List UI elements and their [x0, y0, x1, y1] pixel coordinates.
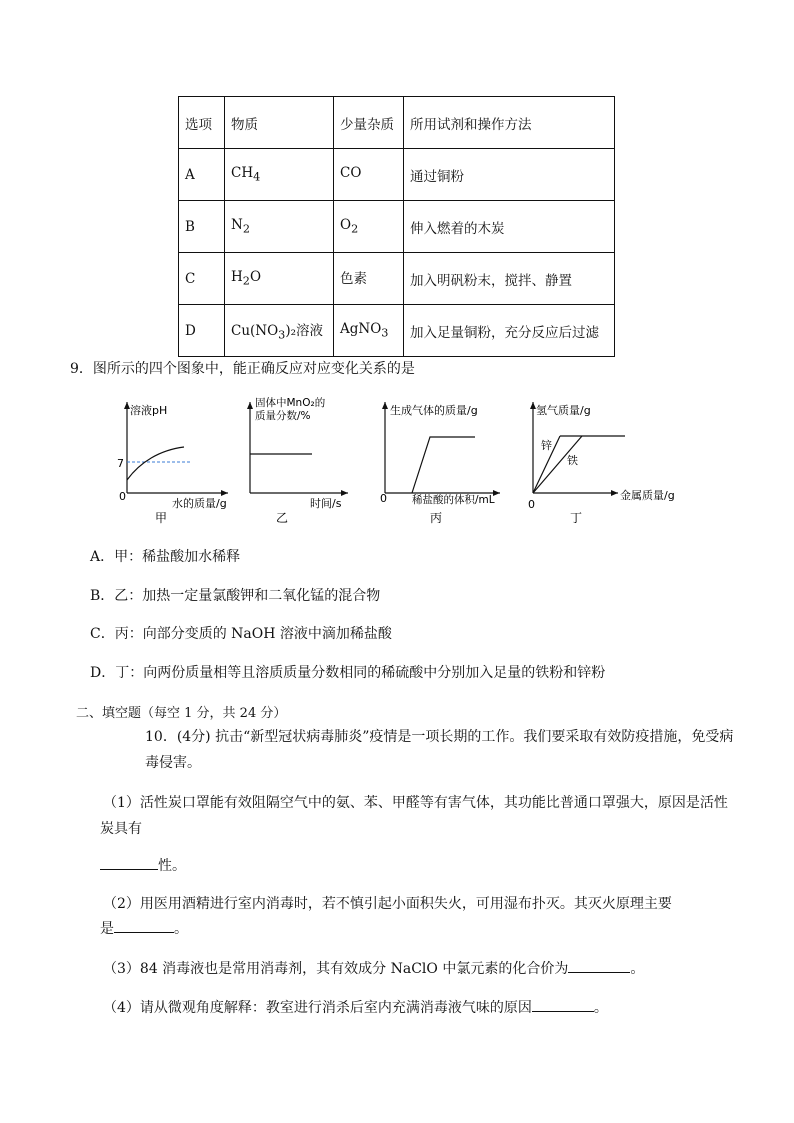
formula-main: Cu(NO — [231, 323, 279, 340]
table-cell-substance — [225, 201, 334, 253]
q10-sub2-line-1: （2）用医用酒精进行室内消毒时，若不慎引起小面积失火，可用湿布扑灭。其灭火原理主要 — [103, 896, 672, 912]
blank-suffix: 性。 — [158, 858, 186, 874]
formula-main: AgNO — [340, 321, 382, 338]
question-9-stem: 9．图所示的四个图象中，能正确反应对应变化关系的是 — [70, 361, 415, 377]
graph-bing-curve — [412, 437, 475, 493]
table-cell-method: 伸入燃着的木炭 — [404, 201, 615, 253]
table-cell-impurity — [334, 201, 404, 253]
graph-yi-label: 乙 — [276, 511, 289, 525]
formula-subscript: 2 — [351, 222, 359, 236]
graph-yi-ylabel-1: 固体中MnO₂的 — [255, 397, 326, 409]
table-cell-option: C — [179, 253, 225, 305]
question-10-line-2: 毒侵害。 — [145, 755, 201, 771]
table-cell-substance — [225, 149, 334, 201]
answer-blank[interactable] — [532, 999, 594, 1012]
table-cell-substance — [225, 305, 334, 357]
graph-jia — [117, 402, 228, 525]
section-2-heading: 二、填空题（每空 1 分，共 24 分） — [76, 706, 287, 721]
answer-blank[interactable] — [114, 920, 174, 933]
graph-yi — [250, 396, 348, 525]
table-cell-substance — [225, 253, 334, 305]
formula-main: 色素 — [340, 271, 367, 288]
q10-sub2-line-2 — [100, 918, 188, 938]
options-table — [178, 96, 615, 357]
graph-ding-label: 丁 — [570, 511, 583, 525]
blank-suffix: 。 — [593, 1000, 608, 1016]
answer-blank[interactable] — [568, 960, 630, 973]
table-header-cell: 少量杂质 — [334, 97, 404, 149]
formula-subscript: 4 — [253, 170, 261, 184]
q10-sub1-line-1: （1）活性炭口罩能有效阻隔空气中的氨、苯、甲醛等有害气体，其功能比普通口罩强大，原因是活性 — [103, 795, 728, 811]
table-header-cell: 所用试剂和操作方法 — [404, 97, 615, 149]
table-row — [179, 201, 615, 253]
graph-bing-label: 丙 — [430, 511, 443, 525]
table-cell-method: 加入足量铜粉，充分反应后过滤 — [404, 305, 615, 357]
graph-ding-ylabel: 氢气质量/g — [536, 404, 591, 417]
q10-sub1-line-2: 炭具有 — [100, 821, 142, 837]
question-9-option-c: C．丙：向部分变质的 NaOH 溶液中滴加稀盐酸 — [90, 626, 392, 642]
graph-ding-iron-label: 铁 — [567, 454, 578, 467]
formula-main: CO — [340, 165, 362, 182]
q10-sub3-line — [103, 958, 644, 978]
table-row — [179, 149, 615, 201]
question-9-option-d: D．丁：向两份质量相等且溶质质量分数相同的稀硫酸中分别加入足量的铁粉和锌粉 — [90, 665, 606, 681]
q10-sub1-line-3 — [100, 855, 186, 875]
formula-subscript: 3 — [381, 326, 389, 340]
graph-ding-zinc-label: 锌 — [541, 439, 552, 452]
graph-bing-xlabel: 稀盐酸的体积/mL — [412, 494, 495, 506]
graph-ding-xlabel: 金属质量/g — [620, 489, 675, 502]
graph-jia-curve — [127, 447, 184, 480]
table-cell-option: D — [179, 305, 225, 357]
graph-jia-origin: 0 — [119, 490, 126, 503]
formula-tail: )₂溶液 — [285, 323, 324, 340]
graph-yi-ylabel-2: 质量分数/% — [255, 410, 311, 422]
table-cell-impurity — [334, 253, 404, 305]
formula-subscript: 2 — [242, 222, 250, 236]
graph-jia-ylabel: 溶液pH — [130, 404, 168, 417]
table-cell-option: B — [179, 201, 225, 253]
table-row — [179, 253, 615, 305]
table-header-cell: 选项 — [179, 97, 225, 149]
formula-main: O — [340, 217, 352, 234]
answer-blank[interactable] — [100, 857, 158, 870]
graph-jia-xlabel: 水的质量/g — [172, 497, 227, 510]
question-9-graphs — [0, 390, 794, 530]
blank-prefix: （3）84 消毒液也是常用消毒剂，其有效成分 NaClO 中氯元素的化合价为 — [103, 961, 569, 977]
graph-bing-origin: 0 — [380, 492, 387, 505]
table-row — [179, 305, 615, 357]
graph-jia-tick-7: 7 — [117, 457, 124, 470]
graph-bing-ylabel: 生成气体的质量/g — [390, 404, 478, 417]
blank-suffix: 。 — [174, 921, 188, 937]
formula-main: N — [231, 217, 243, 234]
graph-jia-label: 甲 — [155, 511, 168, 525]
table-cell-impurity — [334, 305, 404, 357]
blank-prefix: 是 — [100, 921, 114, 937]
formula-subscript: 3 — [278, 328, 286, 342]
question-10-line-1: 10．(4分) 抗击“新型冠状病毒肺炎”疫情是一项长期的工作。我们要采取有效防疫措施，免受病 — [145, 729, 734, 745]
graph-bing — [380, 402, 500, 525]
question-9-option-a: A．甲：稀盐酸加水稀释 — [90, 549, 241, 565]
table-header-row — [179, 97, 615, 149]
formula-main: H — [231, 269, 243, 286]
table-header-cell: 物质 — [225, 97, 334, 149]
blank-suffix: 。 — [630, 961, 645, 977]
graph-ding-origin: 0 — [528, 498, 535, 511]
table-cell-impurity — [334, 149, 404, 201]
formula-tail: O — [249, 269, 262, 286]
table-cell-method: 加入明矾粉末，搅拌、静置 — [404, 253, 615, 305]
graph-yi-xlabel: 时间/s — [310, 497, 342, 510]
table-cell-option: A — [179, 149, 225, 201]
blank-prefix: （4）请从微观角度解释：教室进行消杀后室内充满消毒液气味的原因 — [103, 1000, 532, 1016]
q10-sub4-line — [103, 997, 608, 1017]
formula-subscript: 2 — [242, 274, 250, 288]
formula-main: CH — [231, 165, 254, 182]
question-9-option-b: B．乙：加热一定量氯酸钾和二氧化锰的混合物 — [90, 588, 381, 604]
table-cell-method: 通过铜粉 — [404, 149, 615, 201]
graph-ding — [528, 402, 675, 525]
